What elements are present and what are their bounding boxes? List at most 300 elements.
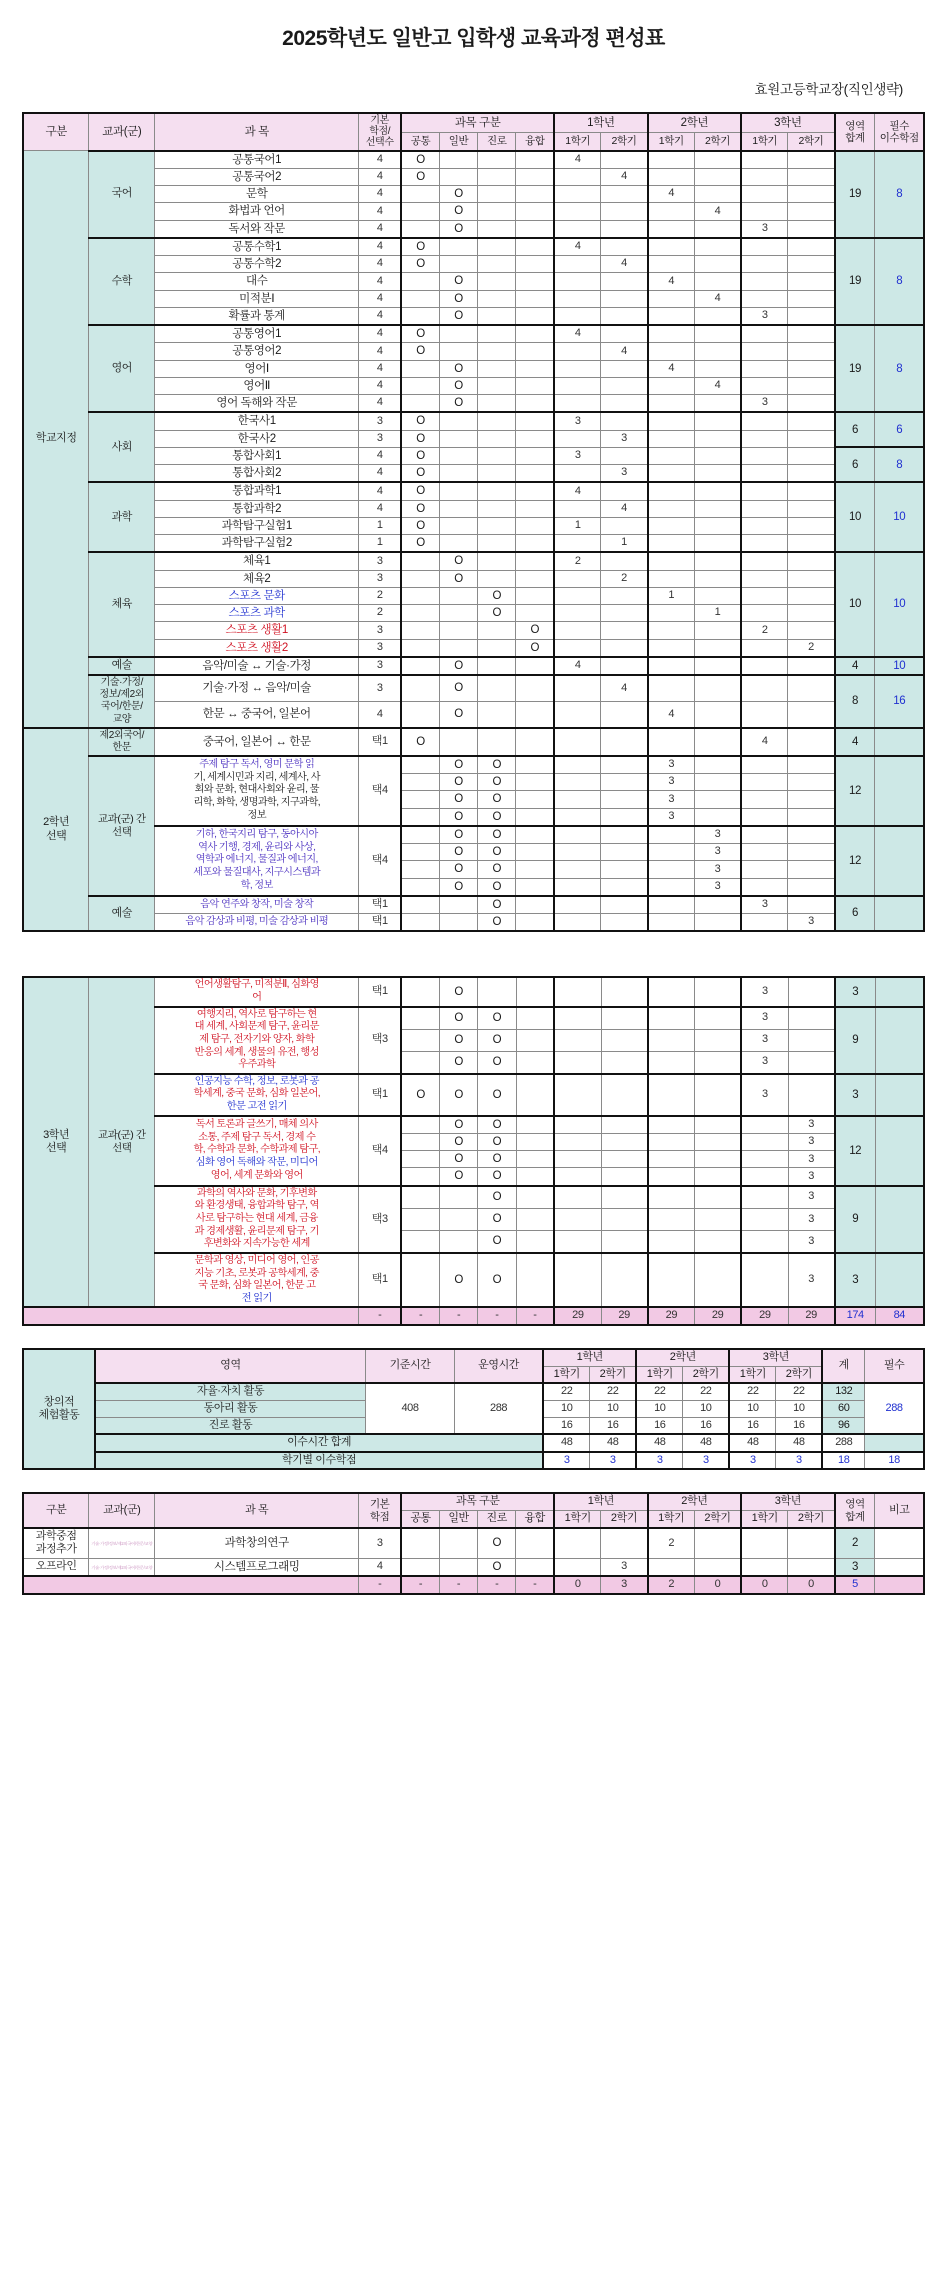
sum-g1s2: 48 — [590, 1434, 637, 1452]
type-fusion-mark — [516, 914, 554, 932]
semester-credit-g3s2 — [788, 587, 835, 604]
semester-credit-g3s1 — [741, 465, 788, 483]
semester-credit-g3s1 — [741, 290, 788, 307]
type-general-mark — [439, 535, 477, 553]
creative-activity-row — [23, 1383, 924, 1400]
semester-credit-g1s2 — [601, 1029, 648, 1051]
basic-credit: 4 — [359, 273, 401, 290]
extra-total-g1s1: 0 — [554, 1576, 601, 1594]
extra-total-blank — [23, 1576, 359, 1594]
th-g3-sem1: 1학기 — [741, 132, 788, 150]
semester-credit-g2s2 — [694, 447, 741, 464]
semester-credit-g3s2 — [788, 256, 835, 273]
type-career-mark — [478, 220, 516, 238]
total-common: - — [401, 1307, 439, 1325]
table-row — [23, 151, 924, 169]
semester-credit-g2s1: 1 — [648, 587, 695, 604]
semester-credit-g1s2 — [601, 307, 648, 325]
area-total: 8 — [835, 675, 875, 728]
subject-name: 통합사회1 — [155, 447, 359, 464]
required-credit — [875, 1253, 924, 1308]
semester-credit-g1s1 — [554, 1253, 601, 1308]
semester-credit-g3s2 — [788, 290, 835, 307]
semester-credit-g3s1 — [741, 273, 788, 290]
semester-credit-g1s2 — [601, 482, 648, 500]
standard-hours: 408 — [366, 1383, 455, 1434]
semester-credit-g3s1 — [741, 517, 788, 534]
semester-credit-g2s1 — [648, 430, 695, 447]
type-general-mark: O — [439, 203, 477, 220]
activity-hours-g1s1: 16 — [543, 1417, 590, 1434]
semester-credit-g2s2 — [694, 808, 741, 826]
basic-credit: 3 — [359, 430, 401, 447]
subject-line: 독서 토론과 글쓰기, 매체 의사 — [195, 1119, 318, 1131]
type-general-mark: O — [440, 1051, 478, 1074]
type-career-mark: O — [478, 1007, 516, 1030]
semester-credit-g2s1: 3 — [648, 791, 695, 808]
semester-credit-g2s2 — [694, 728, 741, 756]
type-career-mark — [478, 657, 516, 675]
semester-credit-g2s1 — [648, 1133, 695, 1150]
table-row — [23, 447, 924, 464]
table-row — [23, 728, 924, 756]
semester-credit-g1s1 — [554, 977, 601, 1006]
extra-semester-g1s2: 3 — [601, 1558, 648, 1576]
table-row — [23, 1007, 924, 1030]
subject-name: 과학탐구실험1 — [155, 517, 359, 534]
semester-credit-g2s2 — [694, 535, 741, 553]
type-general-mark: O — [439, 774, 477, 791]
th-type-general: 일반 — [439, 1511, 477, 1528]
subject-name: 공통수학1 — [155, 238, 359, 256]
semester-credit-g3s2 — [788, 500, 835, 517]
activity-hours-g2s2: 16 — [683, 1417, 730, 1434]
semester-credit-g3s1 — [741, 151, 788, 169]
semester-credit-g2s2 — [694, 412, 741, 430]
type-general-mark — [439, 500, 477, 517]
semester-credit-g2s2: 3 — [694, 878, 741, 896]
extra-subject-name: 시스템프로그래밍 — [155, 1558, 359, 1576]
section-label-line: 2학년 — [43, 815, 70, 828]
type-general-mark: O — [439, 552, 477, 570]
th-gubun: 구분 — [23, 1493, 89, 1527]
semester-credit-g2s2 — [694, 273, 741, 290]
sum-label: 이수시간 합계 — [95, 1434, 543, 1452]
semester-credit-g3s1 — [741, 639, 788, 657]
semester-credit-g3s1 — [741, 238, 788, 256]
semester-credit-g2s1 — [648, 1230, 695, 1253]
semester-credit-g2s1 — [648, 622, 695, 639]
type-fusion-mark — [516, 728, 554, 756]
subject-line: 문학과 영상, 미디어 영어, 인공 — [194, 1254, 319, 1266]
semester-credit-g2s2: 1 — [694, 605, 741, 622]
type-common-mark: O — [401, 482, 439, 500]
activity-hours-g3s2: 22 — [776, 1383, 823, 1400]
activity-hours-g2s1: 10 — [636, 1400, 683, 1417]
subject-line: 국 문화, 심화 일본어, 한문 고 — [198, 1280, 316, 1292]
semester-credit-g3s1 — [741, 808, 788, 826]
type-fusion-mark — [516, 343, 554, 360]
type-general-mark: O — [439, 360, 477, 377]
semester-credit-g1s2 — [601, 844, 648, 861]
type-career-mark — [478, 203, 516, 220]
semester-credit-g2s1 — [648, 1168, 695, 1186]
sum-g2s1: 48 — [636, 1434, 683, 1452]
subject-name-multiline — [155, 1116, 359, 1186]
semester-credit-g2s1: 3 — [648, 756, 695, 774]
basic-credit: 3 — [359, 639, 401, 657]
semester-credit-g2s2 — [694, 307, 741, 325]
semester-credit-g1s2 — [601, 186, 648, 203]
semester-credit-g3s1 — [741, 168, 788, 185]
subject-group-label — [89, 728, 155, 756]
type-general-mark — [439, 728, 477, 756]
type-general-mark: O — [439, 844, 477, 861]
semester-credit-g1s2: 3 — [601, 465, 648, 483]
semester-credit-g3s1: 3 — [741, 395, 788, 413]
subject-name: 기술·가정 ↔ 음악/미술 — [155, 675, 359, 701]
semester-credit-g1s1 — [554, 273, 601, 290]
type-common-mark — [401, 1168, 439, 1186]
extra-gubun — [23, 1558, 89, 1576]
table-row — [23, 977, 924, 1006]
semester-credit-g2s1 — [648, 1253, 695, 1308]
creative-header-row — [23, 1349, 924, 1366]
type-fusion-mark — [516, 1116, 554, 1134]
type-common-mark — [401, 1051, 439, 1074]
subject-line: 여행지리, 역사로 탐구하는 현 — [196, 1008, 317, 1020]
activity-hours-g1s1: 22 — [543, 1383, 590, 1400]
extra-type-fusion-mark — [516, 1528, 554, 1559]
type-common-mark — [401, 861, 439, 878]
basic-credit: 택4 — [359, 756, 401, 826]
type-general-mark: O — [440, 1116, 478, 1134]
subject-name: 문학 — [155, 186, 359, 203]
subject-name: 공통수학2 — [155, 256, 359, 273]
type-common-mark — [401, 273, 439, 290]
area-total: 12 — [835, 826, 875, 896]
table-row — [23, 377, 924, 394]
semester-credit-g3s2 — [788, 622, 835, 639]
semester-credit-g3s1 — [741, 1168, 788, 1186]
th-basic-credit — [359, 1493, 401, 1527]
activity-hours-g3s2: 16 — [776, 1417, 823, 1434]
type-career-mark: O — [478, 587, 516, 604]
semester-credit-g3s2 — [788, 774, 835, 791]
semester-credit-g1s1 — [554, 701, 601, 727]
required-credit — [875, 728, 924, 756]
semester-credit-g3s2 — [788, 343, 835, 360]
semester-credit-g3s1: 3 — [741, 1051, 788, 1074]
type-career-mark — [478, 430, 516, 447]
basic-credit: 4 — [359, 325, 401, 343]
section-label-line: 3학년 — [43, 1128, 70, 1141]
area-total: 4 — [835, 657, 875, 675]
type-common-mark — [401, 1029, 439, 1051]
subject-name: 공통국어1 — [155, 151, 359, 169]
table-row — [23, 500, 924, 517]
table-row — [23, 482, 924, 500]
semester-credit-g1s2 — [601, 1208, 648, 1230]
th-type-career: 진로 — [478, 132, 516, 150]
semester-credit-g1s1 — [554, 605, 601, 622]
type-fusion-mark — [516, 517, 554, 534]
semester-credit-g3s2 — [788, 535, 835, 553]
semester-credit-g3s2 — [788, 517, 835, 534]
subject-name: 스포츠 생활2 — [155, 639, 359, 657]
th-ex-g1-s1: 1학기 — [554, 1511, 601, 1528]
required-credit: 6 — [875, 412, 924, 447]
basic-credit: 택1 — [359, 728, 401, 756]
semester-credit-g3s2 — [788, 878, 835, 896]
semester-credit-g1s2 — [601, 756, 648, 774]
section-label-school-designated: 학교지정 — [23, 151, 89, 728]
type-career-mark: O — [478, 1168, 516, 1186]
subject-name: 통합과학2 — [155, 500, 359, 517]
semester-credit-g1s2 — [601, 1007, 648, 1030]
type-common-mark — [401, 605, 439, 622]
subject-name: 체육2 — [155, 570, 359, 587]
basic-credit: 택4 — [359, 826, 401, 896]
semester-credit-g3s1 — [741, 360, 788, 377]
semester-credit-g2s2 — [694, 791, 741, 808]
type-career-mark: O — [478, 878, 516, 896]
table-row — [23, 290, 924, 307]
semester-credit-g3s1: 4 — [741, 728, 788, 756]
subject-name: 공통국어2 — [155, 168, 359, 185]
table-row — [23, 826, 924, 844]
section-label-grade2-elective — [23, 728, 89, 932]
area-total: 19 — [835, 325, 875, 412]
semester-credit-g1s1 — [554, 290, 601, 307]
th-grade1: 1학년 — [543, 1349, 636, 1366]
subject-group-label — [89, 675, 155, 728]
type-career-mark: O — [478, 861, 516, 878]
semester-credit-g3s1 — [741, 186, 788, 203]
grade3-elective-table-wrap — [0, 976, 947, 1326]
subject-name-multiline — [155, 1074, 359, 1116]
area-total: 6 — [835, 447, 875, 482]
type-career-mark — [478, 307, 516, 325]
type-fusion-mark — [516, 1230, 554, 1253]
semester-credit-g3s2 — [788, 701, 835, 727]
extra-course-row — [23, 1558, 924, 1576]
area-total: 12 — [835, 1116, 875, 1186]
extra-area-total: 3 — [835, 1558, 875, 1576]
semester-credit-g2s2 — [695, 1151, 742, 1168]
semester-credit-g1s2 — [601, 220, 648, 238]
table-row — [23, 273, 924, 290]
creative-sum-row — [23, 1434, 924, 1452]
subject-group-line: 교과(군) 간 — [97, 812, 146, 825]
extra-total-fusion: - — [516, 1576, 554, 1594]
semester-credit-g2s2 — [695, 1168, 742, 1186]
semester-credit-g3s2 — [788, 377, 835, 394]
semester-credit-g1s2 — [601, 728, 648, 756]
total-general: - — [440, 1307, 478, 1325]
semester-credit-g2s2 — [695, 1208, 742, 1230]
type-common-mark: O — [401, 535, 439, 553]
semester-credit-g3s2 — [788, 238, 835, 256]
basic-credit: 택4 — [359, 1116, 402, 1186]
table-row — [23, 570, 924, 587]
total-g2s2: 29 — [695, 1307, 742, 1325]
semester-credit-g2s1 — [648, 395, 695, 413]
total-fusion: - — [516, 1307, 554, 1325]
table-row — [23, 622, 924, 639]
type-fusion-mark — [516, 774, 554, 791]
creative-credit-row — [23, 1452, 924, 1470]
table-row — [23, 465, 924, 483]
table-row — [23, 430, 924, 447]
th-basic-credit-line2: 학점 — [369, 1510, 390, 1523]
semester-credit-g1s1 — [554, 395, 601, 413]
extra-total-career: - — [478, 1576, 516, 1594]
th-ex-g3-s1: 1학기 — [741, 1511, 788, 1528]
section-label-line: 선택 — [45, 1142, 67, 1155]
type-career-mark — [478, 412, 516, 430]
type-fusion-mark — [516, 151, 554, 169]
semester-credit-g3s1 — [741, 774, 788, 791]
semester-credit-g3s1 — [741, 1253, 788, 1308]
section-label-line: 체험활동 — [38, 1409, 80, 1422]
extra-basic-credit: 3 — [359, 1528, 401, 1559]
th-g1-sem2: 2학기 — [601, 132, 648, 150]
type-common-mark: O — [401, 500, 439, 517]
th-subject-type: 과목 구분 — [401, 1493, 554, 1510]
semester-credit-g2s2: 3 — [694, 844, 741, 861]
semester-credit-g3s1: 3 — [741, 1074, 788, 1116]
type-general-mark: O — [440, 977, 478, 1006]
table-body — [23, 151, 924, 932]
type-fusion-mark — [516, 168, 554, 185]
type-common-mark — [401, 186, 439, 203]
th-ex-g2-s1: 1학기 — [648, 1511, 695, 1528]
extra-type-fusion-mark — [516, 1558, 554, 1576]
semester-credit-g1s2 — [601, 1051, 648, 1074]
semester-credit-g2s2 — [694, 675, 741, 701]
semester-credit-g1s2: 2 — [601, 570, 648, 587]
semester-credit-g3s1 — [741, 570, 788, 587]
type-career-mark: O — [478, 826, 516, 844]
semester-credit-g2s2 — [694, 657, 741, 675]
th-subject-type: 과목 구분 — [401, 113, 554, 132]
type-career-mark — [478, 256, 516, 273]
semester-credit-g3s1 — [741, 552, 788, 570]
th-grade1: 1학년 — [554, 113, 647, 132]
semester-credit-g1s1 — [554, 914, 601, 932]
th-g2-sem2: 2학기 — [694, 132, 741, 150]
th-area-total-l1: 영역 — [845, 119, 865, 132]
subject-line: 세포와 물질대사, 지구시스템과 — [193, 867, 321, 879]
extra-type-common-mark — [401, 1558, 439, 1576]
type-common-mark: O — [401, 1074, 439, 1116]
area-total: 9 — [835, 1186, 875, 1253]
semester-credit-g2s1 — [648, 412, 695, 430]
credit-g1s1: 3 — [543, 1452, 590, 1470]
semester-credit-g2s1 — [648, 325, 695, 343]
basic-credit: 4 — [359, 447, 401, 464]
semester-credit-g3s1 — [741, 587, 788, 604]
subject-name: 음악 감상과 비평, 미술 감상과 비평 — [155, 914, 359, 932]
subject-name: 스포츠 문화 — [155, 587, 359, 604]
activity-hours-g1s2: 22 — [590, 1383, 637, 1400]
subject-line: 대 세계, 사회문제 탐구, 윤리문 — [194, 1021, 319, 1033]
subject-line: 기, 세계시민과 지리, 세계사, 사 — [193, 771, 320, 783]
semester-credit-g2s1 — [648, 256, 695, 273]
required-credit: 8 — [875, 325, 924, 412]
semester-credit-g3s1 — [741, 325, 788, 343]
subject-name: 영어Ⅰ — [155, 360, 359, 377]
subject-name: 과학탐구실험2 — [155, 535, 359, 553]
basic-credit: 4 — [359, 465, 401, 483]
semester-credit-g2s1 — [648, 675, 695, 701]
semester-credit-g1s1 — [554, 168, 601, 185]
subject-group-line: 제2외국어/ — [99, 729, 145, 741]
basic-credit: 4 — [359, 238, 401, 256]
semester-credit-g3s1 — [741, 377, 788, 394]
semester-credit-g1s2: 4 — [601, 343, 648, 360]
subject-group-label-cross — [89, 756, 155, 896]
type-fusion-mark — [516, 1253, 554, 1308]
sum-g3s2: 48 — [776, 1434, 823, 1452]
semester-credit-g1s1 — [554, 1074, 601, 1116]
activity-hours-g2s2: 10 — [683, 1400, 730, 1417]
th-type-fusion: 융합 — [516, 1511, 554, 1528]
type-general-mark — [439, 168, 477, 185]
semester-credit-g2s2: 4 — [694, 377, 741, 394]
subject-name: 음악/미술 ↔ 기술·가정 — [155, 657, 359, 675]
semester-credit-g3s1 — [741, 430, 788, 447]
semester-credit-g2s1 — [648, 605, 695, 622]
basic-credit: 4 — [359, 482, 401, 500]
type-fusion-mark — [516, 1168, 554, 1186]
semester-credit-g1s1 — [554, 220, 601, 238]
basic-credit: 3 — [359, 622, 401, 639]
semester-credit-g2s2 — [694, 256, 741, 273]
type-career-mark — [478, 151, 516, 169]
table-row — [23, 1074, 924, 1116]
required-credit — [875, 1007, 924, 1074]
semester-credit-g3s1 — [741, 878, 788, 896]
basic-credit: 3 — [359, 552, 401, 570]
type-career-mark — [478, 447, 516, 464]
type-common-mark — [401, 774, 439, 791]
subject-name: 체육1 — [155, 552, 359, 570]
subject-name: 음악 연주와 창작, 미술 창작 — [155, 896, 359, 914]
type-general-mark: O — [439, 861, 477, 878]
basic-credit: 3 — [359, 412, 401, 430]
semester-credit-g1s1 — [554, 896, 601, 914]
semester-credit-g3s2: 2 — [788, 639, 835, 657]
semester-credit-g2s2 — [694, 343, 741, 360]
semester-credit-g3s2 — [788, 220, 835, 238]
semester-credit-g2s2 — [694, 517, 741, 534]
type-general-mark — [439, 914, 477, 932]
credit-required: 18 — [865, 1452, 924, 1470]
semester-credit-g2s1 — [648, 861, 695, 878]
section-label-line: 창의적 — [43, 1395, 75, 1408]
semester-credit-g1s1 — [554, 774, 601, 791]
th-remark: 비고 — [875, 1493, 924, 1527]
semester-credit-g1s2 — [601, 605, 648, 622]
extra-total-g3s1: 0 — [741, 1576, 788, 1594]
th-ca-g3-s1: 1학기 — [729, 1366, 776, 1383]
semester-credit-g1s1 — [554, 343, 601, 360]
page-title: 2025학년도 일반고 입학생 교육과정 편성표 — [282, 27, 665, 50]
type-career-mark — [478, 360, 516, 377]
type-fusion-mark — [516, 844, 554, 861]
